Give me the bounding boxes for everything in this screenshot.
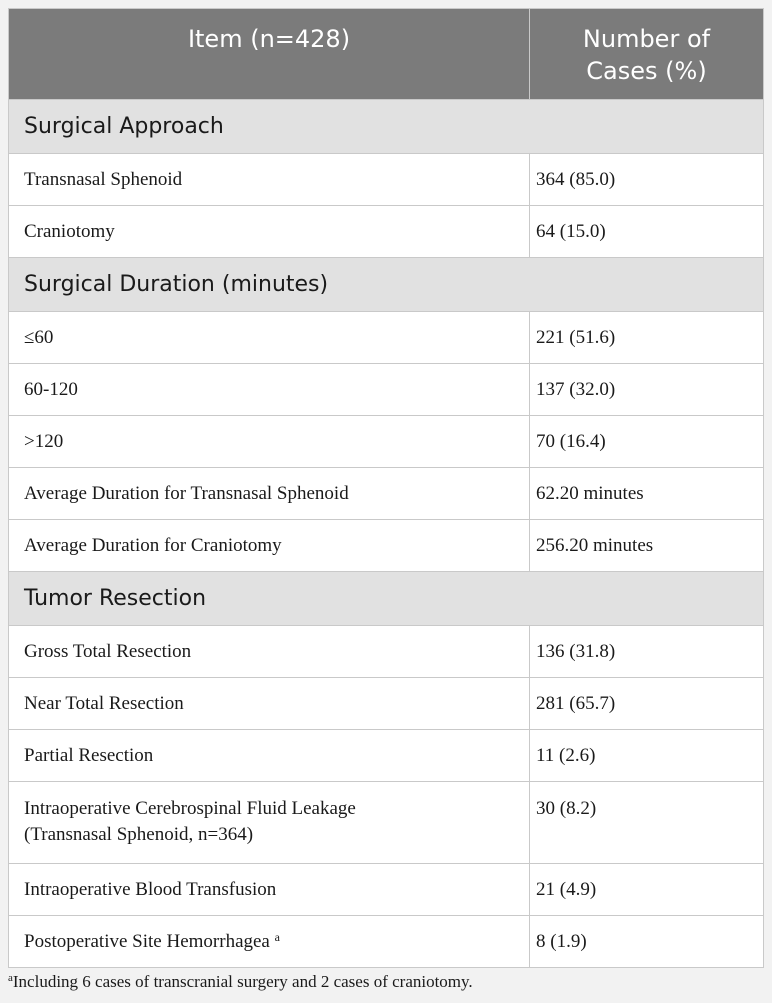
table-row [9, 364, 764, 416]
row-label: ≤60 [9, 312, 530, 364]
row-value: 11 (2.6) [530, 730, 764, 782]
section-row-surgical-approach [9, 100, 764, 154]
row-label: 60-120 [9, 364, 530, 416]
header-number-of-cases [530, 9, 764, 100]
section-title: Surgical Approach [9, 100, 764, 154]
table-row [9, 916, 764, 968]
row-value: 64 (15.0) [530, 206, 764, 258]
table-row [9, 312, 764, 364]
row-label: Near Total Resection [9, 678, 530, 730]
table-header-row [9, 9, 764, 100]
section-row-tumor-resection [9, 572, 764, 626]
table-row [9, 678, 764, 730]
row-label [9, 916, 530, 968]
row-value: 62.20 minutes [530, 468, 764, 520]
row-label: Intraoperative Blood Transfusion [9, 864, 530, 916]
table-row [9, 730, 764, 782]
row-value: 136 (31.8) [530, 626, 764, 678]
row-label: Transnasal Sphenoid [9, 154, 530, 206]
section-title: Surgical Duration (minutes) [9, 258, 764, 312]
table-row [9, 154, 764, 206]
row-label: Craniotomy [9, 206, 530, 258]
row-value: 364 (85.0) [530, 154, 764, 206]
row-value: 256.20 minutes [530, 520, 764, 572]
results-table-container [8, 8, 763, 968]
row-label-line2: (Transnasal Sphenoid, n=364) [24, 824, 254, 845]
row-label: Partial Resection [9, 730, 530, 782]
table-row [9, 468, 764, 520]
table-row [9, 416, 764, 468]
footnote-marker: a [8, 972, 13, 984]
row-label: Gross Total Resection [9, 626, 530, 678]
row-label [9, 782, 530, 864]
row-value: 8 (1.9) [530, 916, 764, 968]
row-value: 281 (65.7) [530, 678, 764, 730]
row-value: 221 (51.6) [530, 312, 764, 364]
row-label: Average Duration for Craniotomy [9, 520, 530, 572]
row-value: 30 (8.2) [530, 782, 764, 864]
table-row [9, 782, 764, 864]
table-row [9, 626, 764, 678]
row-label-line1: Intraoperative Cerebrospinal Fluid Leakage [24, 798, 356, 819]
table-row [9, 520, 764, 572]
row-value: 21 (4.9) [530, 864, 764, 916]
header-number-of-cases-line2: Cases (%) [586, 57, 707, 85]
table-row [9, 864, 764, 916]
footnote-marker: a [274, 930, 280, 944]
table-footnote [8, 972, 473, 992]
section-row-surgical-duration [9, 258, 764, 312]
footnote-text: Including 6 cases of transcranial surgery and 2 cases of craniotomy. [12, 972, 473, 991]
header-number-of-cases-line1: Number of [582, 25, 711, 53]
header-item: Item (n=428) [9, 9, 530, 100]
row-label: Average Duration for Transnasal Sphenoid [9, 468, 530, 520]
section-title: Tumor Resection [9, 572, 764, 626]
surgical-outcomes-table [8, 8, 764, 968]
row-label: >120 [9, 416, 530, 468]
row-label-text: Postoperative Site Hemorrhagea [24, 931, 270, 952]
row-value: 137 (32.0) [530, 364, 764, 416]
table-row [9, 206, 764, 258]
row-value: 70 (16.4) [530, 416, 764, 468]
